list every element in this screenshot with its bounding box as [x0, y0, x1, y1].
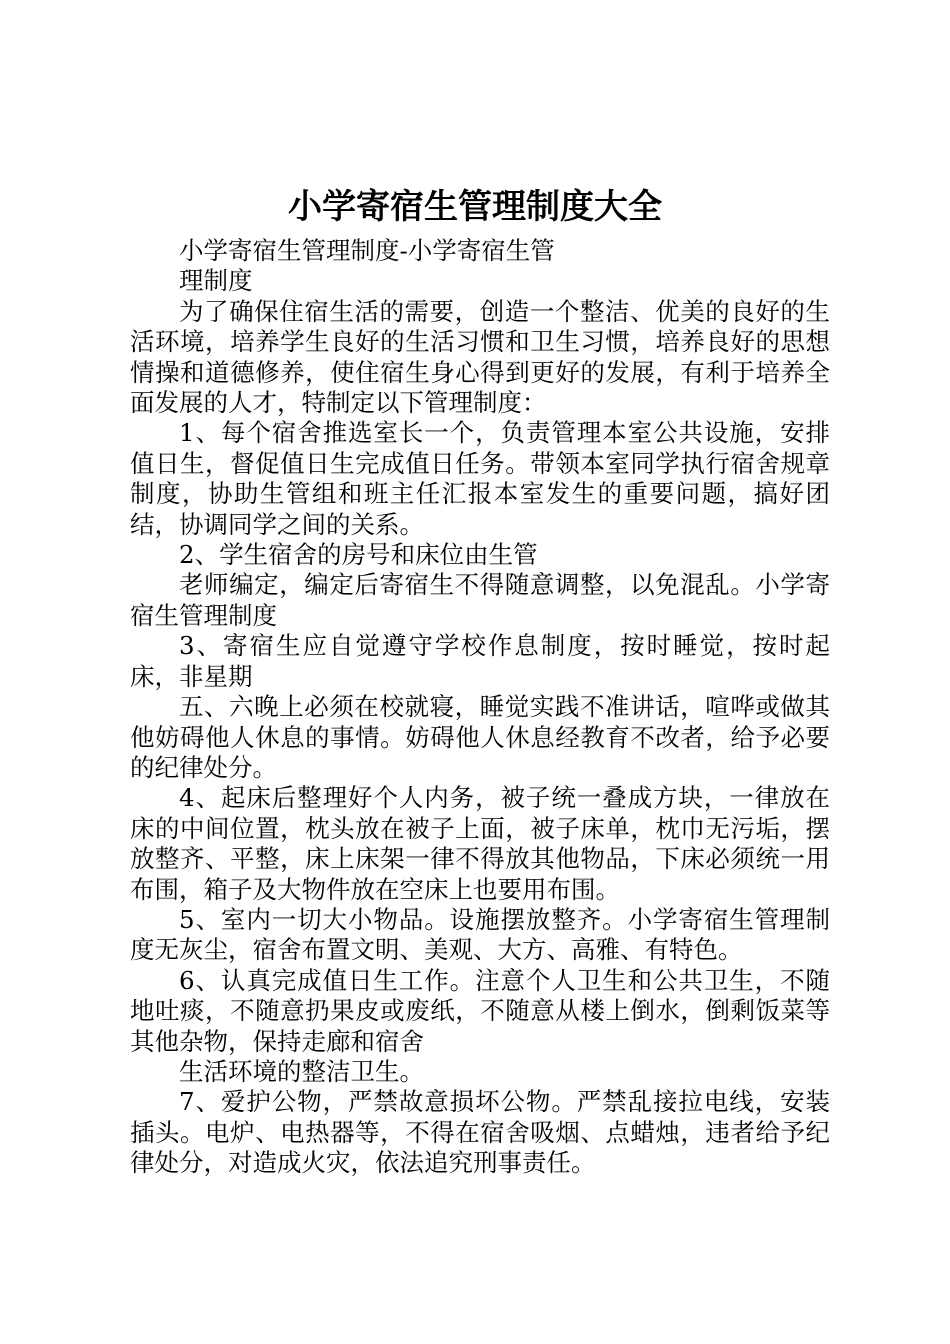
paragraph: 4、起床后整理好个人内务，被子统一叠成方块，一律放在床的中间位置，枕头放在被子上面，被子床单，枕巾无污垢，摆放整齐、平整，床上床架一律不得放其他物品，下床必须统一用布围，箱子及大物件放在空床上也要用布围。 — [130, 783, 830, 904]
paragraph: 2、学生宿舍的房号和床位由生管 — [179, 540, 538, 570]
document-body — [130, 236, 830, 1179]
paragraph: 理制度 — [179, 266, 253, 296]
paragraph: 6、认真完成值日生工作。注意个人卫生和公共卫生，不随地吐痰，不随意扔果皮或废纸，不随意从楼上倒水，倒剩饭菜等其他杂物，保持走廊和宿舍 — [130, 965, 830, 1056]
paragraph: 老师编定，编定后寄宿生不得随意调整，以免混乱。小学寄宿生管理制度 — [130, 570, 830, 630]
paragraph: 3、寄宿生应自觉遵守学校作息制度，按时睡觉，按时起床，非星期 — [130, 631, 830, 691]
paragraph: 生活环境的整洁卫生。 — [179, 1056, 424, 1086]
paragraph: 五、六晚上必须在校就寝，睡觉实践不准讲话，喧哗或做其他妨碍他人休息的事情。妨碍他人休息经教育不改者，给予必要的纪律处分。 — [130, 692, 830, 782]
document-title: 小学寄宿生管理制度大全 — [288, 187, 662, 227]
paragraph: 5、室内一切大小物品。设施摆放整齐。小学寄宿生管理制度无灰尘，宿舍布置文明、美观、大方、高雅、有特色。 — [130, 904, 830, 965]
paragraph: 为了确保住宿生活的需要，创造一个整洁、优美的良好的生活环境，培养学生良好的生活习惯和卫生习惯，培养良好的思想情操和道德修养，使住宿生身心得到更好的发展，有利于培养全面发展的人才，特制定以下管理制度： — [130, 296, 830, 418]
paragraph: 小学寄宿生管理制度-小学寄宿生管 — [179, 236, 555, 265]
paragraph: 1、每个宿舍推选室长一个，负责管理本室公共设施，安排值日生，督促值日生完成值日任务。带领本室同学执行宿舍规章制度，协助生管组和班主任汇报本室发生的重要问题，搞好团结，协调同学之间的关系。 — [130, 418, 830, 539]
paragraph: 7、爱护公物，严禁故意损坏公物。严禁乱接拉电线，安装插头。电炉、电热器等，不得在宿舍吸烟、点蜡烛，违者给予纪律处分，对造成火灾，依法追究刑事责任。 — [130, 1087, 830, 1178]
